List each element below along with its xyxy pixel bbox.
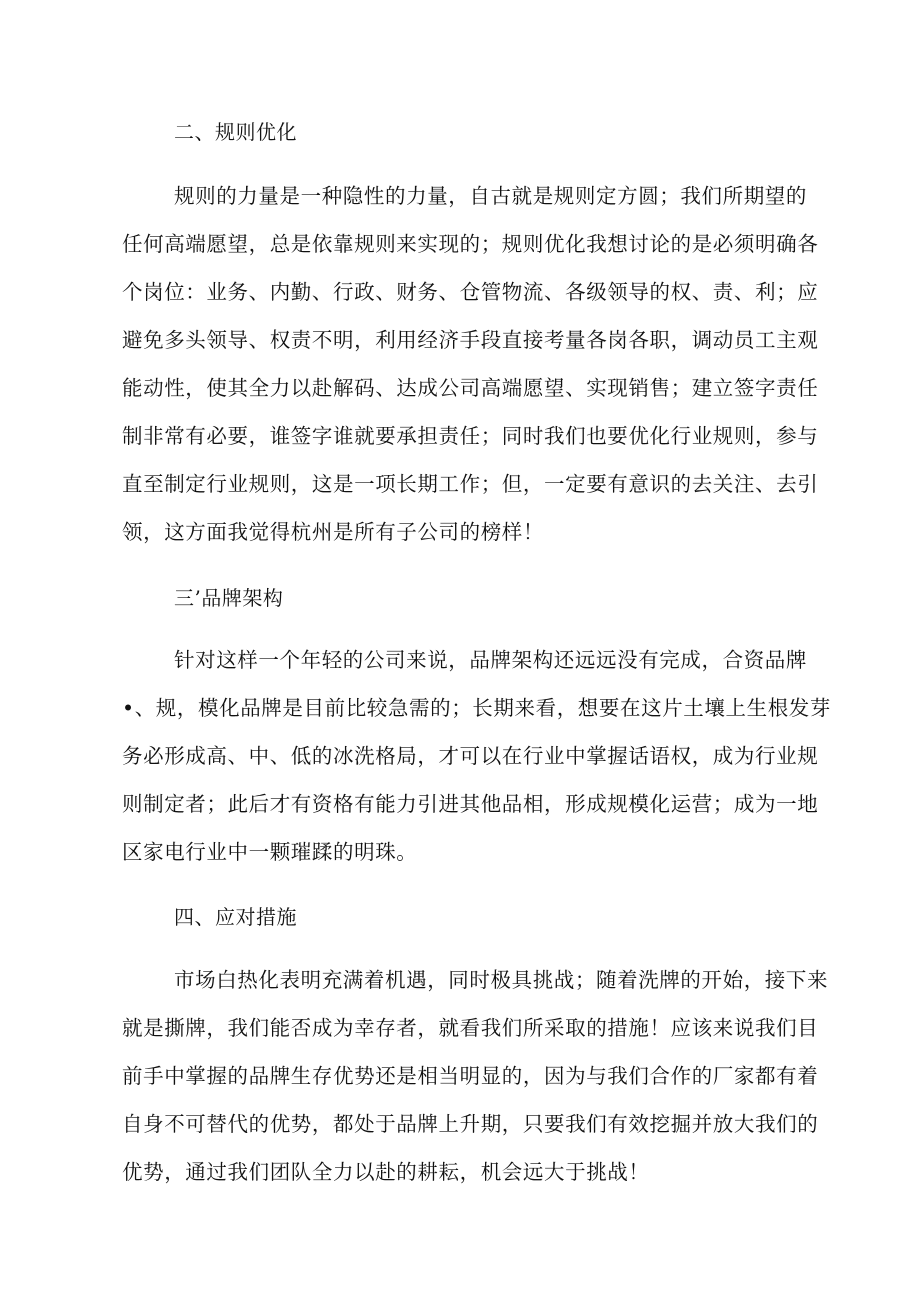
section-3-heading: 三’品牌架构: [174, 586, 284, 610]
paragraph-line: 自身不可替代的优势，都处于品牌上升期，只要我们有效挖掘并放大我们的: [122, 1112, 819, 1136]
paragraph-line: 规则的力量是一种隐性的力量，自古就是规则定方圆；我们所期望的: [174, 184, 807, 208]
paragraph-line: 任何高端愿望，总是依靠规则来实现的；规则优化我想讨论的是必须明确各: [122, 232, 819, 256]
paragraph-line: 区家电行业中一颗璀蹂的明珠。: [122, 840, 418, 864]
paragraph-line: 优势，通过我们团队全力以赴的耕耘，机会远大于挑战！: [122, 1160, 650, 1184]
paragraph-line: 针对这样一个年轻的公司来说，品牌架构还远远没有完成，合资品牌: [174, 648, 807, 672]
paragraph-line: •、规，模化品牌是目前比较急需的；长期来看，想要在这片土壤上生根发芽: [122, 696, 831, 720]
paragraph-line: 则制定者；此后才有资格有能力引进其他品相，形成规模化运营；成为一地: [122, 792, 819, 816]
paragraph-line: 市场白热化表明充满着机遇，同时极具挑战；随着洗牌的开始，接下来: [174, 968, 829, 992]
section-2-paragraph: [122, 172, 819, 556]
paragraph-line: 前手中掌握的品牌生存优势还是相当明显的，因为与我们合作的厂家都有着: [122, 1064, 819, 1088]
paragraph-line: 个岗位：业务、内勤、行政、财务、仓管物流、各级领导的权、责、利；应: [122, 280, 819, 304]
paragraph-line: 能动性，使其全力以赴解码、达成公司高端愿望、实现销售；建立签字责任: [122, 376, 819, 400]
paragraph-line: 直至制定行业规则，这是一项长期工作；但，一定要有意识的去关注、去引: [122, 472, 819, 496]
paragraph-line: 领，这方面我觉得杭州是所有子公司的榜样！: [122, 520, 544, 544]
section-4-paragraph: [122, 956, 829, 1196]
paragraph-line: 避免多头领导、权责不明，利用经济手段直接考量各岗各职，调动员工主观: [122, 328, 819, 352]
paragraph-line: 务必形成高、中、低的冰洗格局，才可以在行业中掌握话语权，成为行业规: [122, 744, 819, 768]
section-2-heading: 二、规则优化: [174, 120, 297, 144]
section-3-paragraph: [122, 636, 831, 876]
paragraph-line: 制非常有必要，谁签字谁就要承担责任；同时我们也要优化行业规则，参与: [122, 424, 819, 448]
paragraph-line: 就是撕牌，我们能否成为幸存者，就看我们所采取的措施！应该来说我们目: [122, 1016, 819, 1040]
section-4-heading: 四、应对措施: [174, 905, 297, 929]
